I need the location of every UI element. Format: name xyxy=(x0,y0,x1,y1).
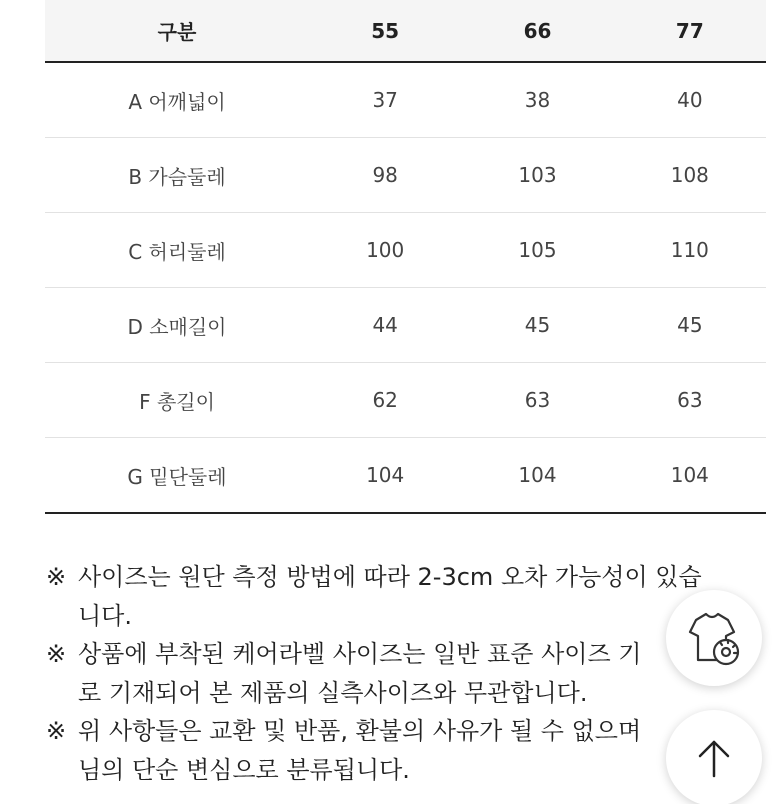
cell-value: 37 xyxy=(309,62,461,138)
table-row xyxy=(45,213,766,288)
size-table-header-row xyxy=(45,0,766,62)
cell-value: 45 xyxy=(614,288,766,363)
row-label: F 총길이 xyxy=(45,363,309,438)
cell-value: 44 xyxy=(309,288,461,363)
note-line: 님의 단순 변심으로 분류됩니다. xyxy=(78,755,410,784)
cell-value: 110 xyxy=(614,213,766,288)
scroll-to-top-button[interactable] xyxy=(666,710,762,804)
tshirt-tape-measure-icon xyxy=(682,606,746,670)
size-table xyxy=(45,0,766,514)
note-line: 로 기재되어 본 제품의 실측사이즈와 무관합니다. xyxy=(78,678,588,707)
note-mark: ※ xyxy=(46,563,67,591)
row-label: D 소매길이 xyxy=(45,288,309,363)
cell-value: 45 xyxy=(461,288,613,363)
arrow-up-icon xyxy=(694,736,734,780)
cell-value: 100 xyxy=(309,213,461,288)
cell-value: 105 xyxy=(461,213,613,288)
cell-value: 108 xyxy=(614,138,766,213)
row-label: B 가슴둘레 xyxy=(45,138,309,213)
header-size-77: 77 xyxy=(614,0,766,62)
note-line: 위 사항들은 교환 및 반품, 환불의 사유가 될 수 없으며 xyxy=(78,717,642,745)
table-row xyxy=(45,138,766,213)
cell-value: 104 xyxy=(309,438,461,514)
cell-value: 104 xyxy=(461,438,613,514)
cell-value: 38 xyxy=(461,62,613,138)
table-row xyxy=(45,438,766,514)
header-size-55: 55 xyxy=(309,0,461,62)
size-guide-button[interactable] xyxy=(666,590,762,686)
row-label: A 어깨넓이 xyxy=(45,62,309,138)
note-line: 니다. xyxy=(78,601,132,630)
cell-value: 104 xyxy=(614,438,766,514)
row-label: C 허리둘레 xyxy=(45,213,309,288)
header-size-66: 66 xyxy=(461,0,613,62)
table-row xyxy=(45,288,766,363)
table-row xyxy=(45,62,766,138)
row-label: G 밑단둘레 xyxy=(45,438,309,514)
note-line: 사이즈는 원단 측정 방법에 따라 2-3cm 오차 가능성이 있습 xyxy=(78,563,702,591)
cell-value: 98 xyxy=(309,138,461,213)
cell-value: 103 xyxy=(461,138,613,213)
note-mark: ※ xyxy=(46,717,67,745)
cell-value: 40 xyxy=(614,62,766,138)
cell-value: 63 xyxy=(614,363,766,438)
note-line: 상품에 부착된 케어라벨 사이즈는 일반 표준 사이즈 기 xyxy=(78,640,642,668)
cell-value: 62 xyxy=(309,363,461,438)
table-row xyxy=(45,363,766,438)
cell-value: 63 xyxy=(461,363,613,438)
header-category: 구분 xyxy=(45,0,309,62)
note-mark: ※ xyxy=(46,640,67,668)
